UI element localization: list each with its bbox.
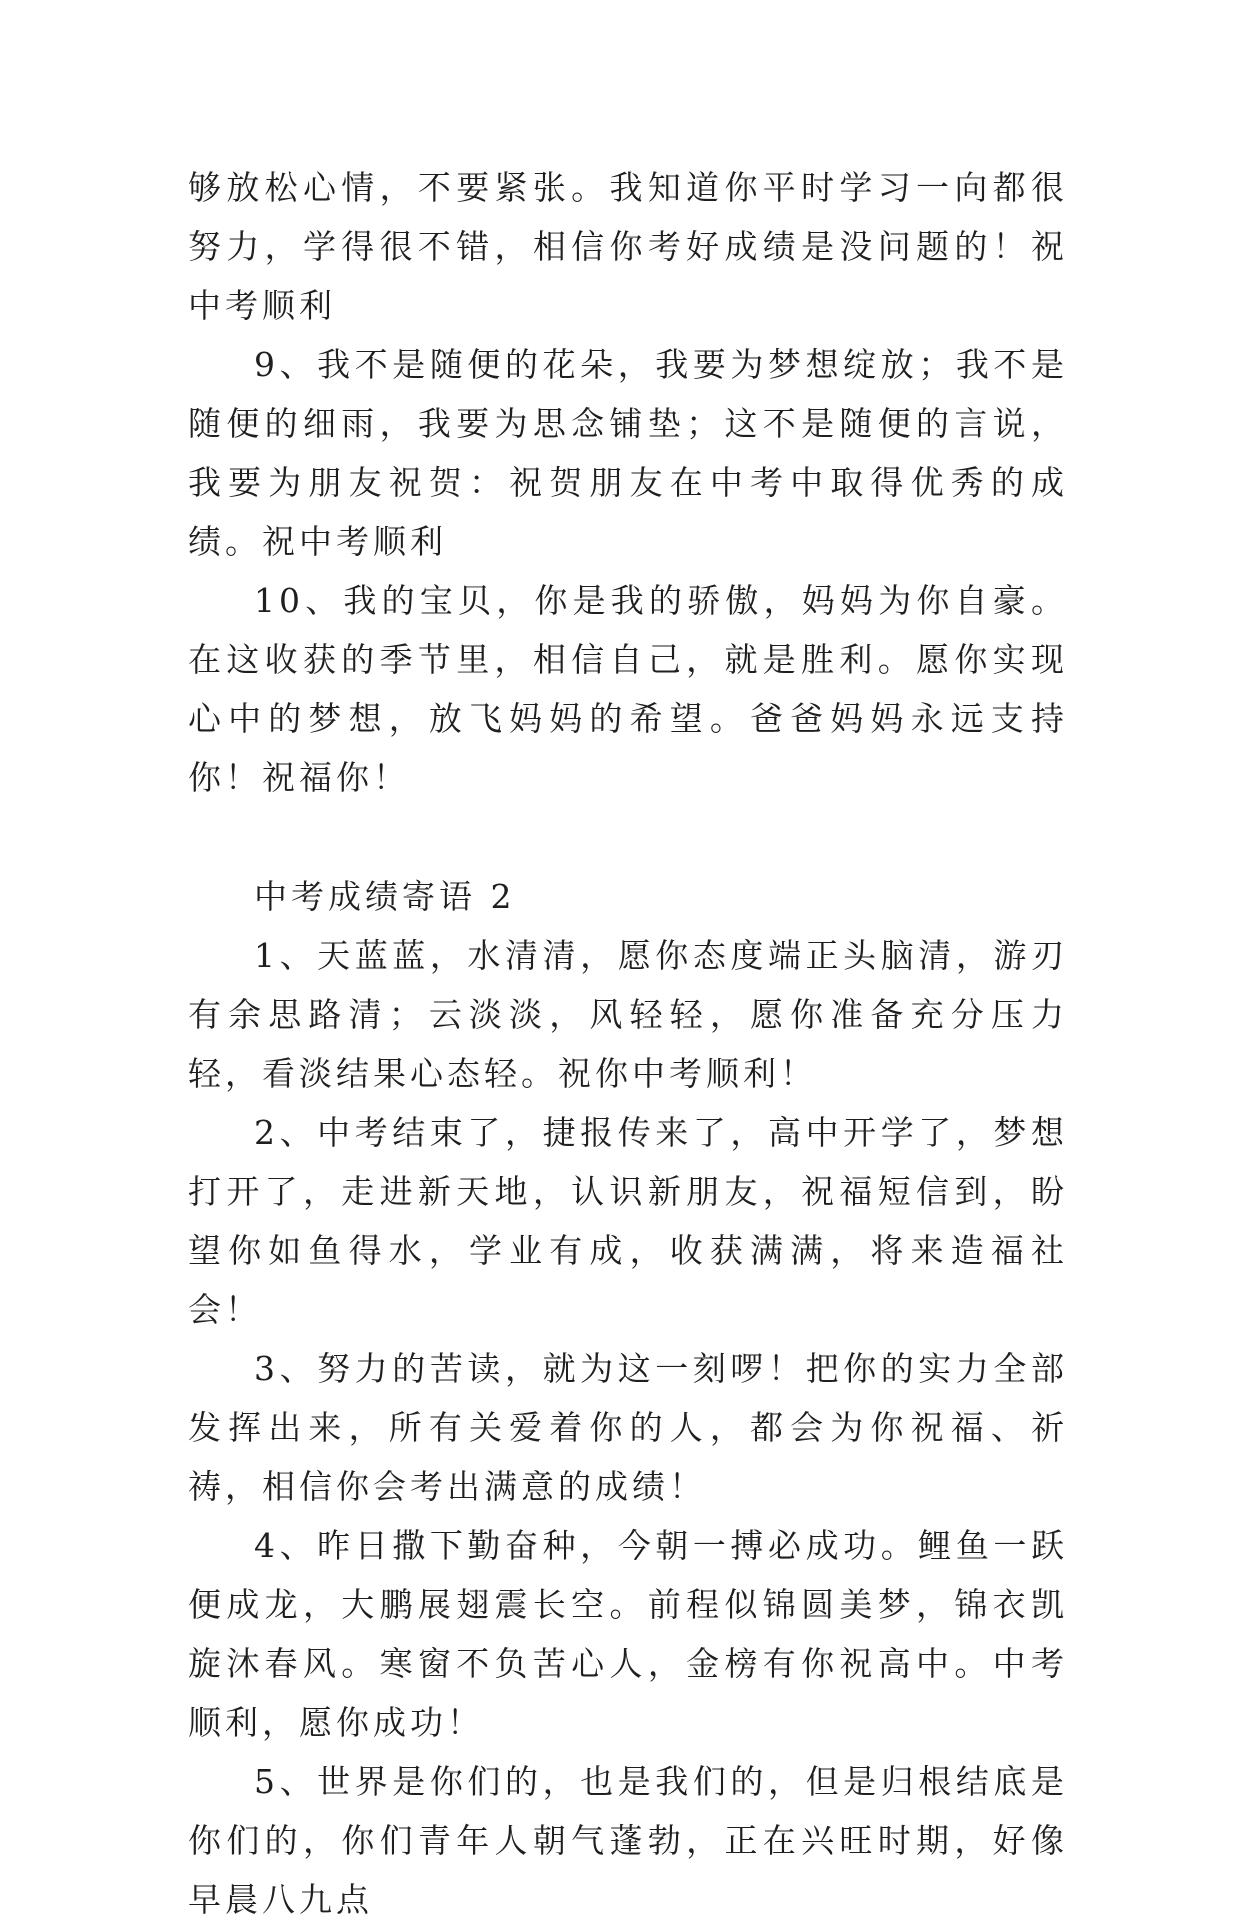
paragraph-item-5: 5、世界是你们的，也是我们的，但是归根结底是你们的，你们青年人朝气蓬勃，正在兴旺时期，好像早晨八九点 [188, 1762, 1068, 1919]
paragraph-item-9: 9、我不是随便的花朵，我要为梦想绽放；我不是随便的细雨，我要为思念铺垫；这不是随便的言说，我要为朋友祝贺：祝贺朋友在中考中取得优秀的成绩。祝中考顺利 [188, 345, 1068, 561]
paragraph-item-2: 2、中考结束了，捷报传来了，高中开学了，梦想打开了，走进新天地，认识新朋友，祝福短信到，盼望你如鱼得水，学业有成，收获满满，将来造福社会！ [188, 1113, 1068, 1329]
paragraph-item-10: 10、我的宝贝，你是我的骄傲，妈妈为你自豪。在这收获的季节里，相信自己，就是胜利。愿你实现心中的梦想，放飞妈妈的希望。爸爸妈妈永远支持你！祝福你！ [188, 581, 1068, 797]
paragraph-item-1: 1、天蓝蓝，水清清，愿你态度端正头脑清，游刃有余思路清；云淡淡，风轻轻，愿你准备充分压力轻，看淡结果心态轻。祝你中考顺利！ [188, 936, 1068, 1093]
paragraph-item-4: 4、昨日撒下勤奋种，今朝一搏必成功。鲤鱼一跃便成龙，大鹏展翅震长空。前程似锦圆美梦，锦衣凯旋沐春风。寒窗不负苦心人，金榜有你祝高中。中考顺利，愿你成功！ [188, 1526, 1068, 1742]
section-gap [188, 807, 1068, 867]
section-heading: 中考成绩寄语 2 [254, 877, 516, 916]
paragraph-continuation: 够放松心情，不要紧张。我知道你平时学习一向都很努力，学得很不错，相信你考好成绩是没问题的！祝中考顺利 [188, 168, 1068, 325]
document-body [188, 158, 1068, 1929]
paragraph-item-3: 3、努力的苦读，就为这一刻啰！把你的实力全部发挥出来，所有关爱着你的人，都会为你祝福、祈祷，相信你会考出满意的成绩！ [188, 1349, 1068, 1506]
